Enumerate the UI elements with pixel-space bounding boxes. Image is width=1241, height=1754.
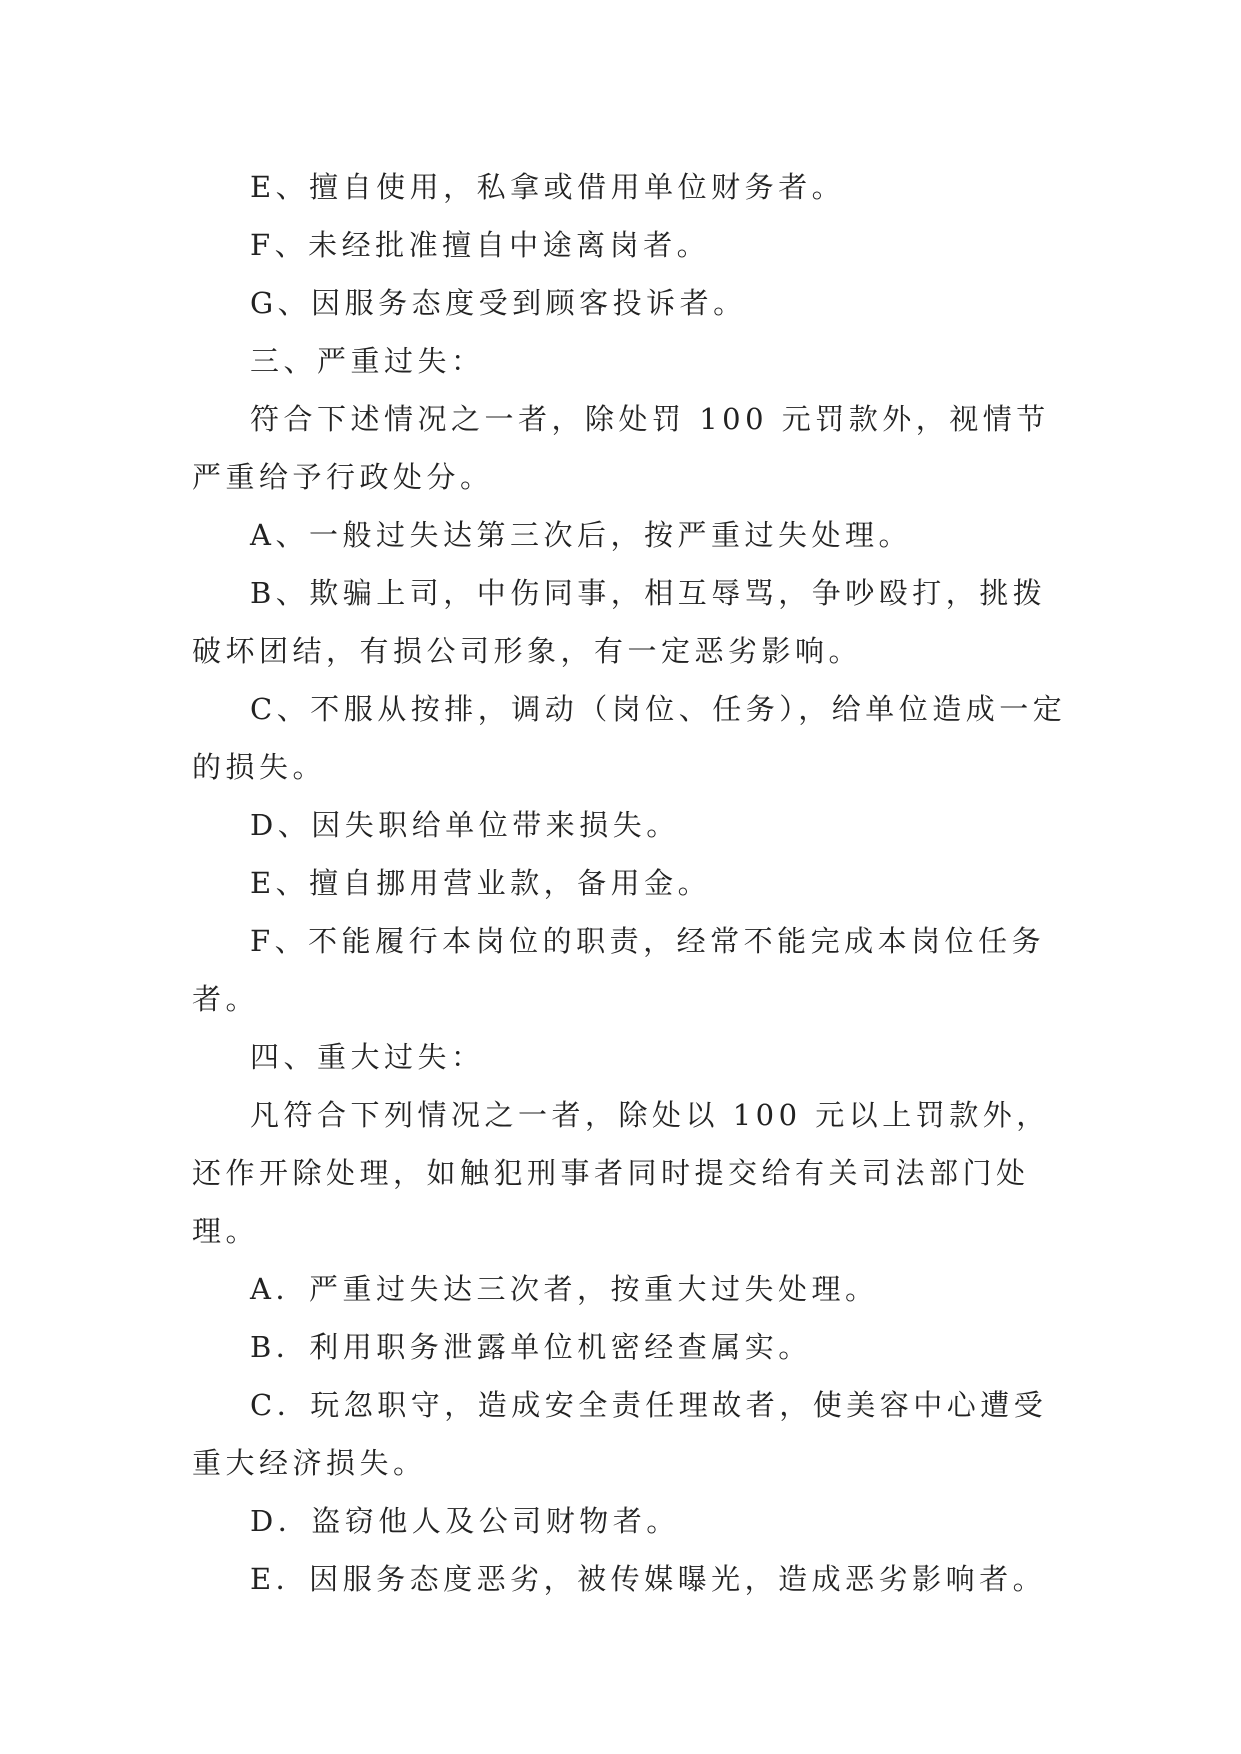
paragraph: B．利用职务泄露单位机密经查属实。 [250,1330,812,1364]
paragraph: F、不能履行本岗位的职责，经常不能完成本岗位任务者。 [192,924,1046,1016]
paragraph: 凡符合下列情况之一者，除处以 100 元以上罚款外，还作开除处理，如触犯刑事者同时提交给有关司法部门处理。 [192,1098,1050,1248]
paragraph: A．严重过失达三次者，按重大过失处理。 [250,1272,879,1306]
paragraph: E、擅自使用，私拿或借用单位财务者。 [250,170,846,204]
paragraph: F、未经批准擅自中途离岗者。 [250,228,711,262]
paragraph: E．因服务态度恶劣，被传媒曝光，造成恶劣影响者。 [250,1562,1047,1596]
document-body [192,158,1072,1608]
section-heading: 三、严重过失： [250,344,485,378]
paragraph: A、一般过失达第三次后，按严重过失处理。 [250,518,912,552]
paragraph: D、因失职给单位带来损失。 [250,808,680,842]
paragraph: D．盗窃他人及公司财物者。 [250,1504,680,1538]
paragraph: C．玩忽职守，造成安全责任理故者，使美容中心遭受重大经济损失。 [192,1388,1048,1480]
paragraph: B、欺骗上司，中伤同事，相互辱骂，争吵殴打，挑拨破坏团结，有损公司形象，有一定恶劣影响。 [192,576,1047,668]
section-heading: 四、重大过失： [250,1040,485,1074]
paragraph: E、擅自挪用营业款，备用金。 [250,866,712,900]
paragraph: G、因服务态度受到顾客投诉者。 [250,286,747,320]
paragraph: C、不服从按排，调动（岗位、任务），给单位造成一定的损失。 [192,692,1067,784]
paragraph: 符合下述情况之一者，除处罚 100 元罚款外，视情节严重给予行政处分。 [192,402,1050,494]
